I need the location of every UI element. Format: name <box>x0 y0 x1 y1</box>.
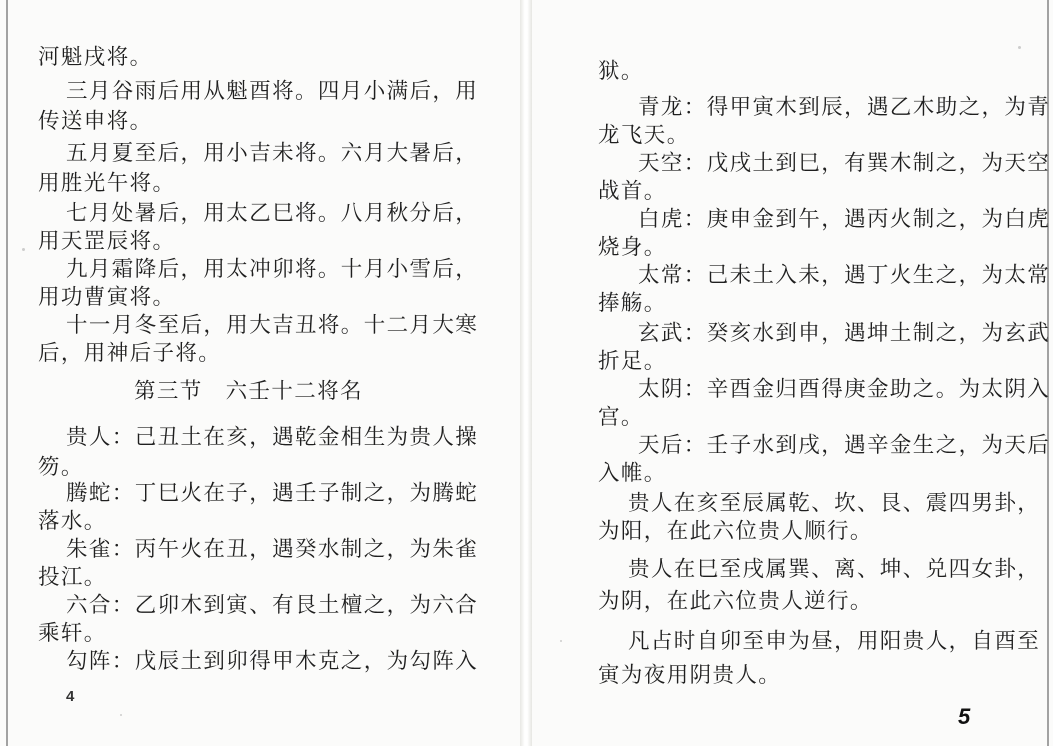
text-line: 传送申将。 <box>38 109 153 134</box>
text-line: 折足。 <box>598 349 667 374</box>
text-line: 河魁戌将。 <box>38 45 153 70</box>
text-line: 六合：乙卯木到寅、有艮土檀之，为六合 <box>66 593 479 618</box>
text-line: 入帷。 <box>598 461 667 486</box>
text-line: 凡占时自卯至申为昼，用阳贵人，自酉至 <box>628 629 1041 654</box>
text-line: 天空：戊戌土到巳，有巽木制之，为天空 <box>638 151 1051 176</box>
text-line: 烧身。 <box>598 235 667 260</box>
text-line: 宫。 <box>598 405 644 430</box>
scan-speck <box>120 714 122 716</box>
text-line: 天后：壬子水到戌，遇辛金生之，为天后 <box>638 433 1051 458</box>
text-line: 玄武：癸亥水到申，遇坤土制之，为玄武 <box>638 321 1051 346</box>
text-line: 后，用神后子将。 <box>38 341 222 366</box>
text-line: 太阴：辛酉金归酉得庚金助之。为太阴入 <box>638 377 1051 402</box>
text-line: 太常：己未土入未，遇丁火生之，为太常 <box>638 263 1051 288</box>
text-line: 朱雀：丙午火在丑，遇癸水制之，为朱雀 <box>66 537 479 562</box>
text-line: 笏。 <box>38 455 84 480</box>
text-line: 用功曹寅将。 <box>38 285 176 310</box>
text-line: 捧觞。 <box>598 291 667 316</box>
page-number-left: 4 <box>66 688 75 705</box>
text-line: 贵人：己丑土在亥，遇乾金相生为贵人操 <box>66 425 479 450</box>
text-line: 用天罡辰将。 <box>38 229 176 254</box>
text-line: 十一月冬至后，用大吉丑将。十二月大寒 <box>66 313 479 338</box>
text-line: 寅为夜用阴贵人。 <box>598 663 782 688</box>
text-line: 乘轩。 <box>38 621 107 646</box>
text-line: 勾阵：戊辰土到卯得甲木克之，为勾阵入 <box>66 649 479 674</box>
text-line: 战首。 <box>598 179 667 204</box>
text-line: 七月处暑后，用太乙巳将。八月秋分后， <box>66 201 479 226</box>
text-line: 青龙：得甲寅木到辰，遇乙木助之，为青 <box>638 95 1051 120</box>
text-line: 贵人在巳至戌属巽、离、坤、兑四女卦， <box>628 557 1041 582</box>
text-line: 腾蛇：丁巳火在子，遇壬子制之，为腾蛇 <box>66 481 479 506</box>
scan-speck <box>22 248 25 251</box>
text-line: 为阴，在此六位贵人逆行。 <box>598 589 873 614</box>
page-number-right: 5 <box>958 704 971 729</box>
text-line: 九月霜降后，用太冲卯将。十月小雪后， <box>66 257 479 282</box>
scan-speck <box>1018 46 1021 49</box>
text-line: 为阳，在此六位贵人顺行。 <box>598 519 873 544</box>
text-line: 三月谷雨后用从魁酉将。四月小满后，用 <box>66 79 479 104</box>
text-line: 贵人在亥至辰属乾、坎、艮、震四男卦， <box>628 491 1041 516</box>
text-line: 落水。 <box>38 509 107 534</box>
text-line: 用胜光午将。 <box>38 171 176 196</box>
scan-edge-left <box>6 0 8 746</box>
text-line: 狱。 <box>598 59 644 84</box>
text-line: 五月夏至后，用小吉未将。六月大暑后， <box>66 141 479 166</box>
text-line: 投江。 <box>38 565 107 590</box>
book-gutter <box>520 0 532 746</box>
text-line: 白虎：庚申金到午，遇丙火制之，为白虎 <box>638 207 1051 232</box>
text-line: 龙飞天。 <box>598 123 690 148</box>
scan-speck <box>560 640 562 642</box>
section-title: 第三节 六壬十二将名 <box>134 379 364 404</box>
